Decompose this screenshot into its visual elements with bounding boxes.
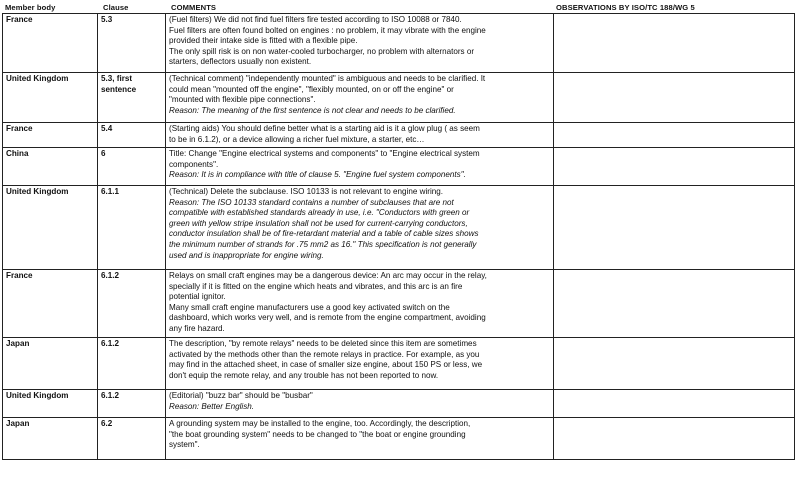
clause-cell: 5.3, first sentence: [98, 73, 166, 123]
comment-cell: [166, 14, 554, 73]
comment-line: The only spill risk is on non water-cooled turbocharger, no problem with alternators or: [169, 46, 475, 56]
clause-cell: 6.2: [98, 418, 166, 460]
observation-cell: [554, 123, 795, 148]
comment-line: starters, deflectors usually non existent.: [169, 57, 312, 67]
header-member-body: Member body: [5, 3, 56, 12]
comment-line: components".: [169, 159, 219, 169]
comment-line: (Editorial) "buzz bar" should be "busbar": [169, 391, 313, 400]
member-body-cell: France: [3, 14, 98, 73]
comment-line: A grounding system may be installed to the engine, too. Accordingly, the description,: [169, 419, 471, 428]
comment-line: Relays on small craft engines may be a dangerous device: An arc may occur in the relay,: [169, 271, 487, 280]
table-row: [3, 123, 795, 148]
header-clause: Clause: [103, 3, 129, 12]
table-row: [3, 14, 795, 73]
observation-cell: [554, 270, 795, 338]
reason-line: used and is inappropriate for engine wiring.: [169, 250, 324, 260]
clause-cell: 6.1.1: [98, 186, 166, 270]
clause-cell: 5.3: [98, 14, 166, 73]
comment-line: activated by the methods other than the remote relays in practice. For example, as you: [169, 349, 480, 359]
comment-line: potential ignitor.: [169, 292, 226, 302]
comment-cell: [166, 123, 554, 148]
clause-cell: 6.1.2: [98, 338, 166, 390]
comment-line: Title: Change "Engine electrical systems and components" to "Engine electrical system: [169, 149, 480, 158]
observation-cell: [554, 390, 795, 418]
reason-line: Reason: The meaning of the first sentence is not clear and needs to be clarified.: [169, 105, 456, 115]
comment-line: don't equip the remote relay, and any trouble has not been reported to now.: [169, 370, 439, 380]
member-body-cell: Japan: [3, 418, 98, 460]
comment-line: (Fuel filters) We did not find fuel filters fire tested according to ISO 10088 or 7840.: [169, 15, 462, 24]
reason-line: Reason: Better English.: [169, 401, 255, 411]
observation-cell: [554, 14, 795, 73]
observation-cell: [554, 148, 795, 186]
table-row: [3, 73, 795, 123]
comment-cell: [166, 73, 554, 123]
table-row: [3, 390, 795, 418]
observation-cell: [554, 418, 795, 460]
comment-cell: [166, 148, 554, 186]
comment-line: "the boat grounding system" needs to be changed to "the boat or engine grounding: [169, 429, 466, 439]
comment-line: Many small craft engine manufacturers use a good key activated switch on the: [169, 302, 450, 312]
reason-line: green with yellow stripe insulation shall not be used for current-carrying conductors,: [169, 218, 468, 228]
member-body-cell: United Kingdom: [3, 186, 98, 270]
comment-line: to be in 6.1.2), or a device allowing a richer fuel mixture, a starter, etc…: [169, 134, 425, 144]
header-observations: OBSERVATIONS BY ISO/TC 188/WG 5: [556, 3, 695, 12]
comment-line: "mounted with flexible pipe connections".: [169, 95, 316, 105]
comment-line: (Technical comment) "independently mounted" is ambiguous and needs to be clarified. It: [169, 74, 486, 83]
comment-line: could mean "mounted off the engine", "flexibly mounted, on or off the engine" or: [169, 84, 454, 94]
comment-line: system".: [169, 440, 200, 450]
reason-line: compatible with established standards already in use, i.e. "Conductors with green or: [169, 208, 470, 218]
comment-cell: [166, 186, 554, 270]
observation-cell: [554, 338, 795, 390]
member-body-cell: China: [3, 148, 98, 186]
comments-table: [2, 13, 795, 460]
reason-line: Reason: It is in compliance with title of clause 5. "Engine fuel system components".: [169, 170, 466, 180]
comment-cell: [166, 418, 554, 460]
observation-cell: [554, 73, 795, 123]
comment-line: specially if it is fitted on the engine which heats and vibrates, and this arc is an fire: [169, 281, 463, 291]
comment-line: (Technical) Delete the subclause. ISO 10133 is not relevant to engine wiring.: [169, 187, 443, 196]
comment-line: provided their intake side is fitted with a flexible pipe.: [169, 36, 358, 46]
table-row: [3, 338, 795, 390]
member-body-cell: France: [3, 270, 98, 338]
member-body-cell: Japan: [3, 338, 98, 390]
reason-line: the minimum number of strands for .75 mm2 as 16." This specification is not generally: [169, 239, 477, 249]
comment-line: may find in the attached sheet, in case of smaller size engine, about 150 PS or less, we: [169, 360, 483, 370]
clause-cell: 5.4: [98, 123, 166, 148]
table-row: [3, 270, 795, 338]
clause-cell: 6.1.2: [98, 270, 166, 338]
clause-cell: 6.1.2: [98, 390, 166, 418]
member-body-cell: United Kingdom: [3, 73, 98, 123]
observation-cell: [554, 186, 795, 270]
table-row: [3, 148, 795, 186]
header-comments: COMMENTS: [171, 3, 217, 12]
clause-cell: 6: [98, 148, 166, 186]
comment-cell: [166, 338, 554, 390]
comment-line: The description, "by remote relays" needs to be deleted since this item are sometimes: [169, 339, 477, 348]
table-row: [3, 186, 795, 270]
member-body-cell: France: [3, 123, 98, 148]
comment-line: any fire hazard.: [169, 323, 225, 333]
comments-table-body: [3, 14, 795, 460]
comment-cell: [166, 390, 554, 418]
comment-line: dashboard, which works very well, and is remote from the engine compartment, avoiding: [169, 313, 486, 323]
comment-line: Fuel filters are often found bolted on engines : no problem, it may vibrate with the engine: [169, 25, 486, 35]
comment-cell: [166, 270, 554, 338]
member-body-cell: United Kingdom: [3, 390, 98, 418]
reason-line: Reason: The ISO 10133 standard contains a number of subclauses that are not: [169, 197, 454, 207]
table-row: [3, 418, 795, 460]
comment-line: (Starting aids) You should define better what is a starting aid is it a glow plug ( as seem: [169, 124, 480, 133]
reason-line: conductor insulation shall be of fire-retardant material and a table of cable sizes shows: [169, 229, 479, 239]
